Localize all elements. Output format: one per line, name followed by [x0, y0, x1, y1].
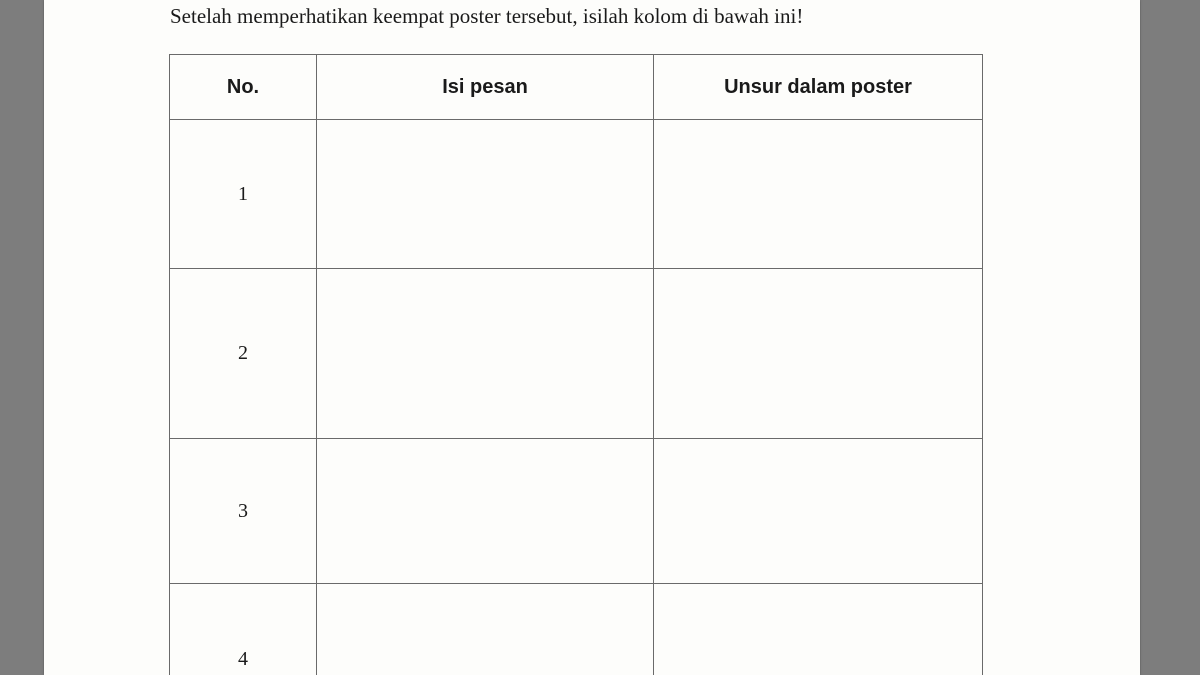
instruction-text: Setelah memperhatikan keempat poster tersebut, isilah kolom di bawah ini! — [170, 4, 804, 28]
unsur-cell[interactable] — [654, 439, 983, 584]
table-row — [170, 439, 983, 584]
row-number: 3 — [170, 439, 317, 584]
row-number: 2 — [170, 269, 317, 439]
table-row — [170, 120, 983, 269]
isi-pesan-cell[interactable] — [317, 269, 654, 439]
isi-pesan-cell[interactable] — [317, 439, 654, 584]
row-number: 4 — [170, 584, 317, 675]
table-row — [170, 269, 983, 439]
isi-pesan-cell[interactable] — [317, 584, 654, 675]
row-number: 1 — [170, 120, 317, 269]
table-header-row — [170, 55, 983, 120]
unsur-cell[interactable] — [654, 584, 983, 675]
unsur-cell[interactable] — [654, 269, 983, 439]
isi-pesan-cell[interactable] — [317, 120, 654, 269]
document-page — [44, 0, 1140, 675]
header-isi-pesan: Isi pesan — [317, 55, 654, 120]
header-unsur-dalam-poster: Unsur dalam poster — [654, 55, 983, 120]
table-row — [170, 584, 983, 675]
answer-table — [169, 54, 983, 675]
unsur-cell[interactable] — [654, 120, 983, 269]
header-no: No. — [170, 55, 317, 120]
